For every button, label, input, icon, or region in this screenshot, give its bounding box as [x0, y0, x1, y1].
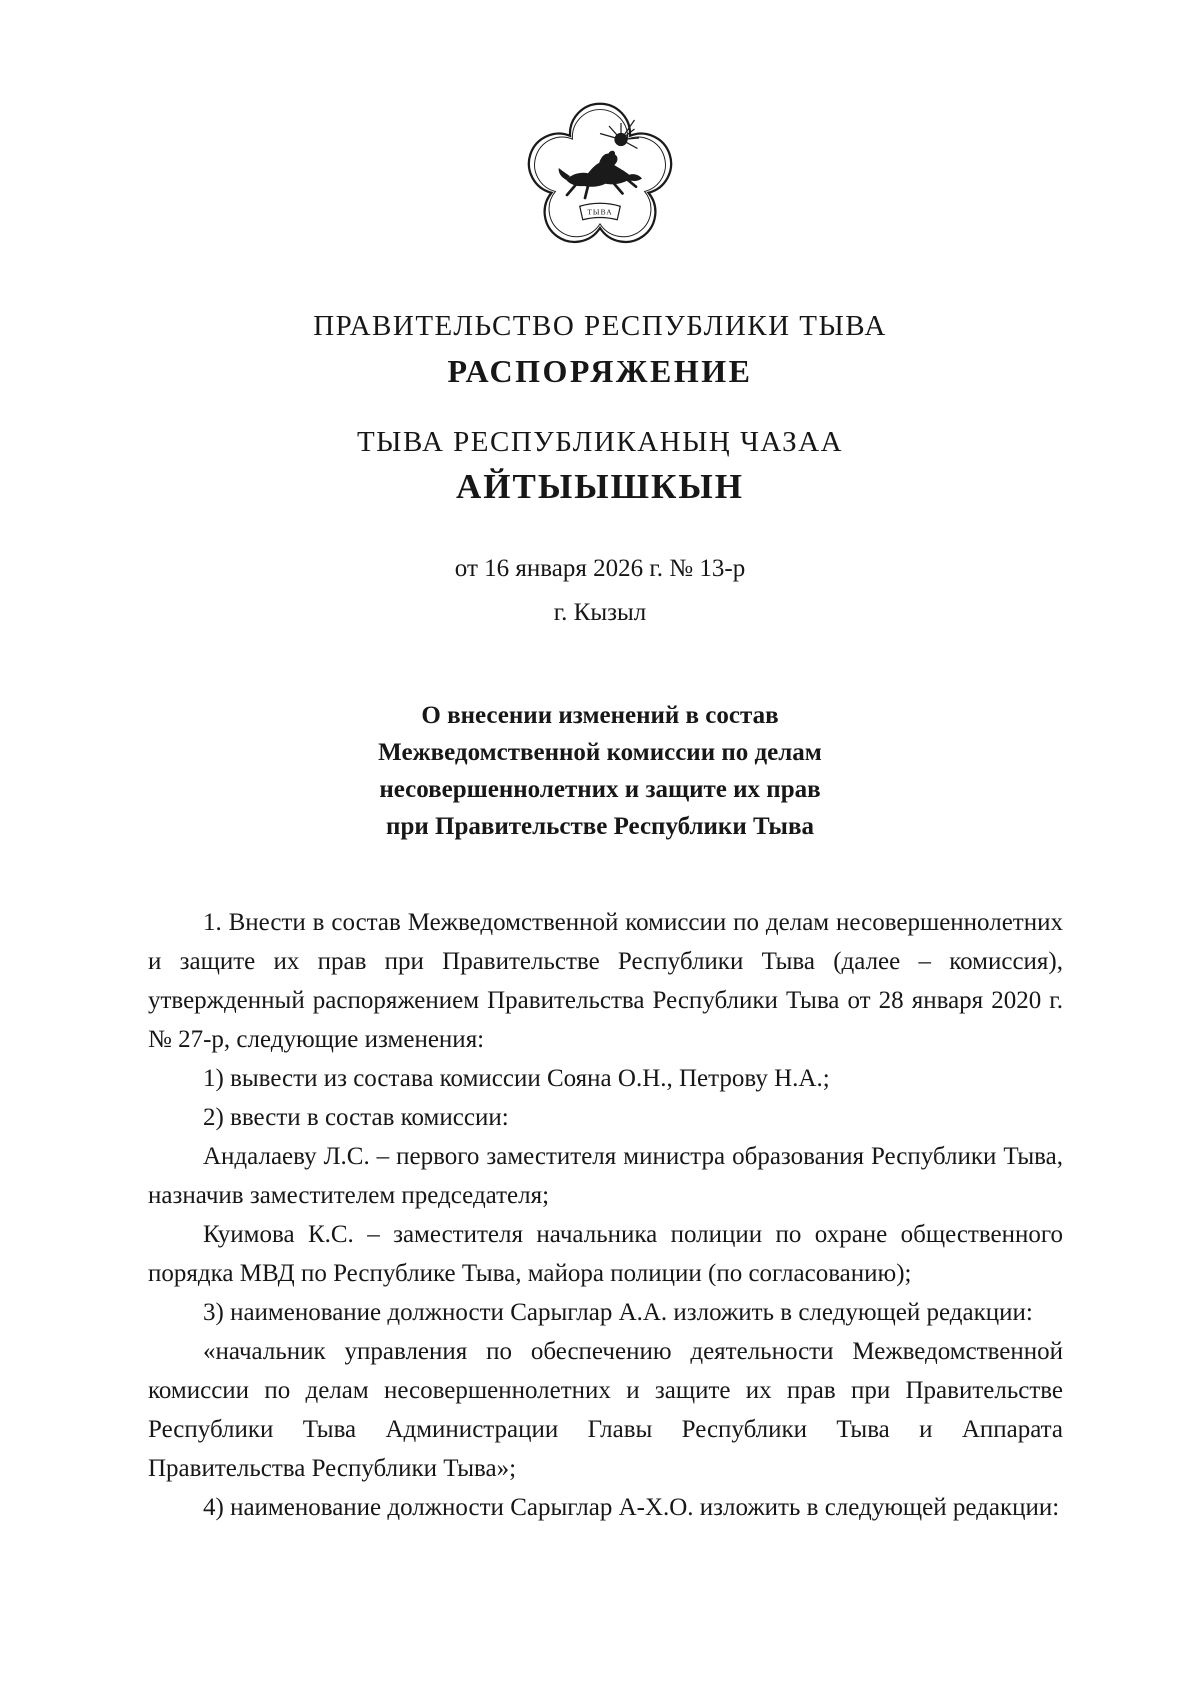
doc-type-tuvan: АЙТЫЫШКЫН — [456, 467, 744, 506]
paragraph: 4) наименование должности Сарыглар А-Х.О. изложить в следующей редакции: — [203, 1494, 1060, 1521]
document-body — [148, 903, 1063, 1527]
paragraph: 3) наименование должности Сарыглар А.А. изложить в следующей редакции: — [203, 1299, 1033, 1326]
tyva-coat-of-arms-icon — [524, 102, 676, 252]
org-name-russian: ПРАВИТЕЛЬСТВО РЕСПУБЛИКИ ТЫВА — [313, 310, 887, 342]
emblem-banner — [580, 203, 621, 220]
paragraph: Андалаеву Л.С. – первого заместителя министра образования Республики Тыва, назначив заместителем председателя; — [148, 1143, 1063, 1209]
title-line-3: несовершеннолетних и защите их прав — [379, 776, 821, 803]
org-name-tuvan: ТЫВА РЕСПУБЛИКАНЫҢ ЧАЗАА — [356, 426, 844, 458]
paragraph: 1) вывести из состава комиссии Сояна О.Н., Петрову Н.А.; — [203, 1065, 830, 1092]
paragraph: Куимова К.С. – заместителя начальника полиции по охране общественного порядка МВД по Республике Тыва, майора полиции (по согласованию); — [148, 1221, 1063, 1287]
title-line-1: О внесении изменений в состав — [421, 702, 779, 729]
emblem-container — [0, 0, 1200, 252]
title-line-2: Межведомственной комиссии по делам — [378, 739, 822, 766]
document-title — [0, 697, 1200, 845]
paragraph: 2) ввести в состав комиссии: — [203, 1104, 509, 1131]
doc-type-russian: РАСПОРЯЖЕНИЕ — [447, 353, 753, 389]
paragraph: «начальник управления по обеспечению деятельности Межведомственной комиссии по делам несовершеннолетних и защите их прав при Правительстве Республики Тыва Администрации Главы Республики Тыва и Аппарата Правительства Республики Тыва»; — [148, 1338, 1063, 1482]
place-line: г. Кызыл — [553, 599, 647, 626]
date-number-line: от 16 января 2026 г. № 13-р — [454, 555, 746, 582]
title-line-4: при Правительстве Республики Тыва — [386, 813, 814, 840]
paragraph: 1. Внести в состав Межведомственной комиссии по делам несовершеннолетних и защите их прав при Правительстве Республики Тыва (далее – комиссия), утвержденный распоряжением Правительства Республики Тыва от 28 января 2020 г. № 27-р, следующие изменения: — [148, 909, 1063, 1053]
emblem-caption: ТЫВА — [587, 207, 613, 217]
